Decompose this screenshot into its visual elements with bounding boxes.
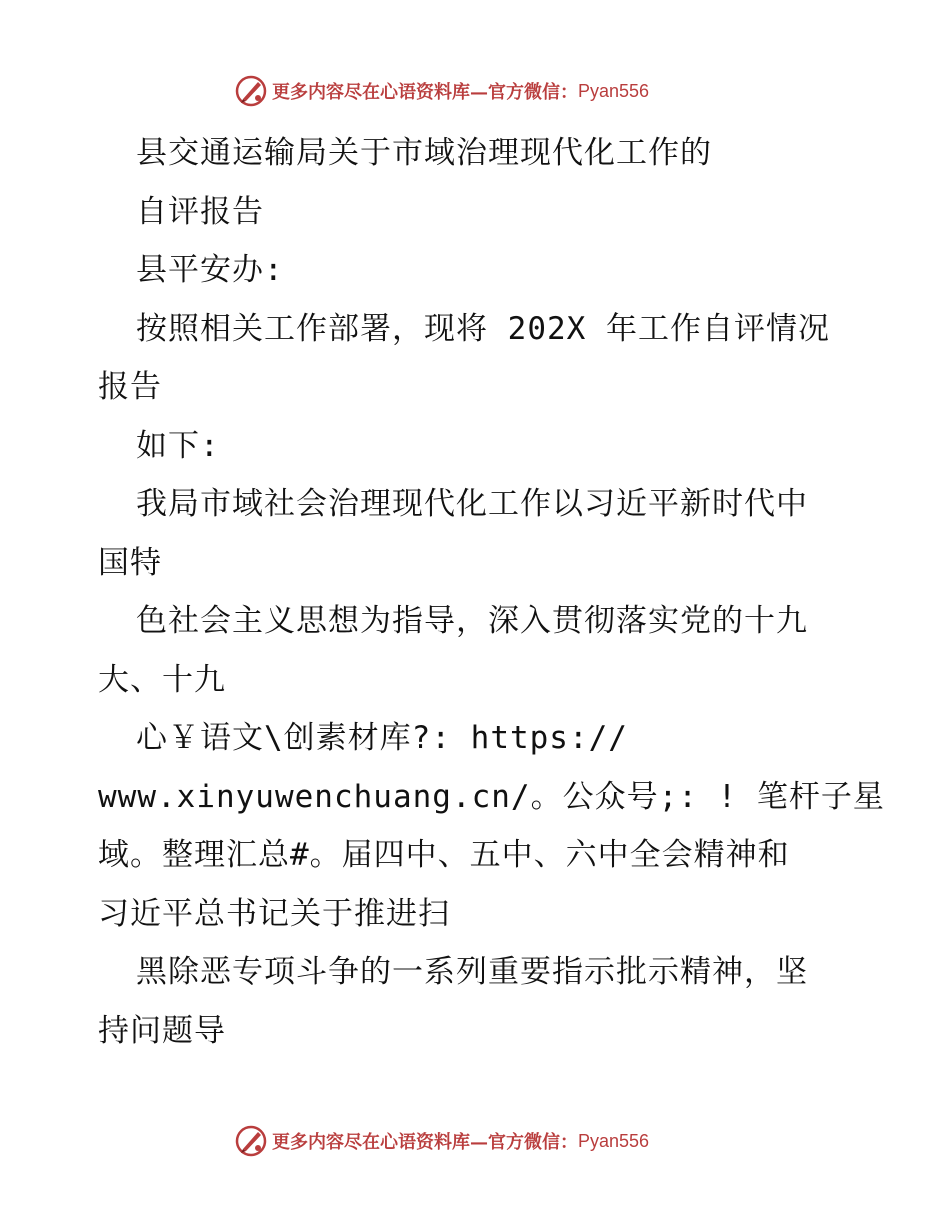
document-line: 心￥语文\创素材库?: https://	[136, 720, 628, 756]
document-line: 如下:	[136, 427, 220, 464]
document-line: 大、十九	[98, 661, 226, 698]
quill-pen-logo-icon	[234, 1124, 268, 1158]
document-line: 国特	[98, 544, 162, 581]
document-line: 县交通运输局关于市域治理现代化工作的	[136, 135, 712, 171]
banner-text: 更多内容尽在心语资料库—官方微信：	[272, 1132, 578, 1153]
document-line: 持问题导	[98, 1012, 226, 1049]
quill-pen-logo-icon	[234, 74, 268, 108]
document-line: 习近平总书记关于推进扫	[98, 895, 450, 932]
document-line: 自评报告	[136, 193, 264, 230]
banner-wechat-id: Pyan556	[578, 80, 650, 101]
document-line: 我局市域社会治理现代化工作以习近平新时代中	[136, 486, 808, 522]
banner-text: 更多内容尽在心语资料库—官方微信：	[272, 82, 578, 103]
footer-banner[interactable]	[234, 1124, 649, 1158]
banner-wechat-id: Pyan556	[578, 1130, 650, 1151]
document-line: 按照相关工作部署，现将 202X 年工作自评情况	[136, 310, 830, 347]
document-line: 域。整理汇总#。届四中、五中、六中全会精神和	[98, 837, 790, 873]
header-banner[interactable]	[234, 74, 649, 108]
document-body	[98, 124, 885, 1060]
document-line: 报告	[98, 369, 162, 405]
document-line: 县平安办:	[136, 252, 284, 288]
document-line: 色社会主义思想为指导，深入贯彻落实党的十九	[136, 603, 808, 639]
document-line: 黑除恶专项斗争的一系列重要指示批示精神，坚	[136, 954, 808, 990]
document-line: www.xinyuwenchuang.cn/。公众号;: ! 笔杆子星	[98, 778, 885, 815]
